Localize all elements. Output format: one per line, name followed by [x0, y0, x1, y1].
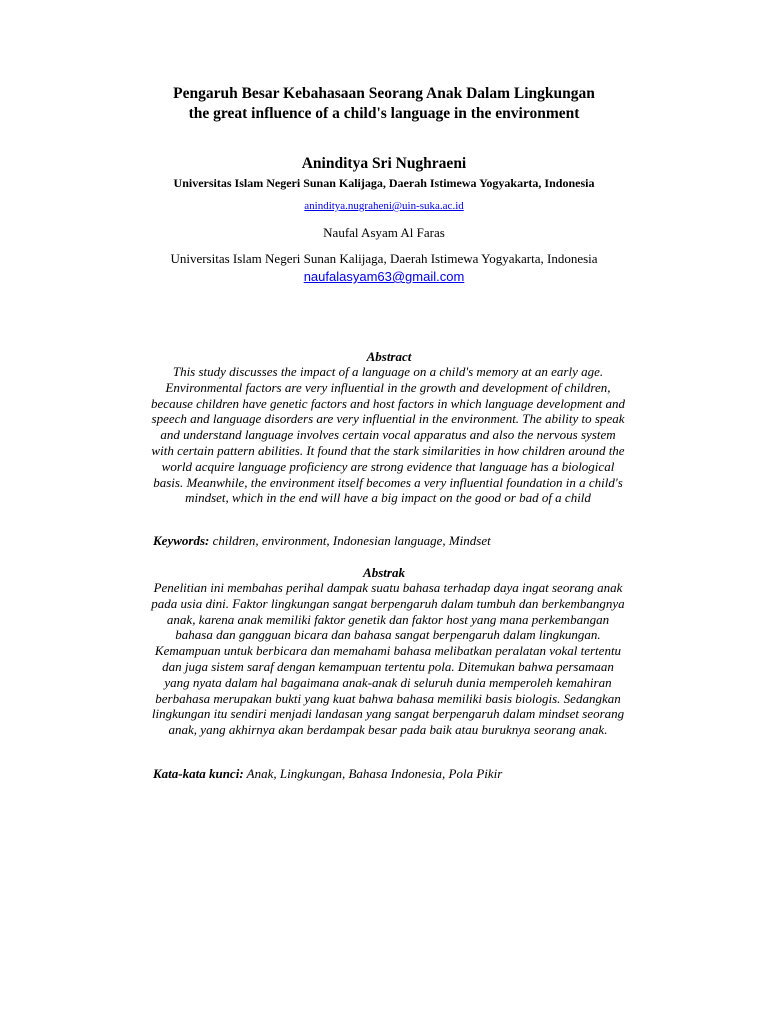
title-indonesian: Pengaruh Besar Kebahasaan Seorang Anak Dalam Lingkungan [173, 85, 595, 102]
paper-title [0, 84, 768, 124]
abstract-body: This study discusses the impact of a language on a child's memory at an early age. Environmental factors are very influential in the growth and development of children, because children have genetic factors and host factors in which language development and speech and language disorders are very influential in the environment. The ability to speak and understand language involves certain vocal apparatus and also the nervous system with certain pattern abilities. It found that the stark similarities in how children around the world acquire language proficiency are strong evidence that language has a biological basis. Meanwhile, the environment itself becomes a very influential foundation in a child's mindset, which in the end will have a big impact on the good or bad of a child [151, 364, 625, 506]
abstract-heading: Abstract [366, 349, 412, 364]
kata-kunci-text: Anak, Lingkungan, Bahasa Indonesia, Pola Pikir [243, 766, 503, 781]
author-2-email-link[interactable]: naufalasyam63@gmail.com [303, 269, 465, 284]
keywords-label: Keywords: [153, 533, 210, 548]
keywords-text: children, environment, Indonesian language, Mindset [209, 533, 491, 548]
abstrak-body: Penelitian ini membahas perihal dampak suatu bahasa terhadap daya ingat seorang anak pada usia dini. Faktor lingkungan sangat berpengaruh dalam tumbuh dan berkembangnya anak, karena anak memiliki faktor genetik dan faktor host yang mana perkembangan bahasa dan gangguan bicara dan bahasa sangat berpengaruh dalam lingkungan. Kemampuan untuk berbicara dan memahami bahasa melibatkan peralatan vokal tertentu dan juga sistem saraf dengan kemampuan tertentu pola. Ditemukan bahwa persamaan yang nyata dalam hal bagaimana anak-anak di seluruh dunia memperoleh kemahiran berbahasa merupakan bukti yang kuat bahwa bahasa memiliki basis biologis. Sedangkan lingkungan itu sendiri menjadi landasan yang sangat berpengaruh dalam mindset seorang anak, yang akhirnya akan berdampak besar pada baik atau buruknya seorang anak. [151, 580, 625, 738]
author-1-email [0, 199, 768, 213]
keywords-line [153, 533, 491, 549]
author-1-name: Aninditya Sri Nughraeni [301, 155, 467, 172]
author-1-email-link[interactable]: aninditya.nugraheni@uin-suka.ac.id [304, 200, 464, 212]
author-2-affiliation: Universitas Islam Negeri Sunan Kalijaga, Daerah Istimewa Yogyakarta, Indonesia [170, 251, 598, 266]
author-2-email [0, 268, 768, 285]
title-english: the great influence of a child's language in the environment [188, 105, 580, 122]
kata-kunci-line [153, 766, 502, 782]
abstrak-heading: Abstrak [363, 565, 405, 580]
author-2-name: Naufal Asyam Al Faras [323, 225, 445, 240]
kata-kunci-label: Kata-kata kunci: [153, 766, 244, 781]
author-1-affiliation: Universitas Islam Negeri Sunan Kalijaga, Daerah Istimewa Yogyakarta, Indonesia [173, 176, 595, 190]
